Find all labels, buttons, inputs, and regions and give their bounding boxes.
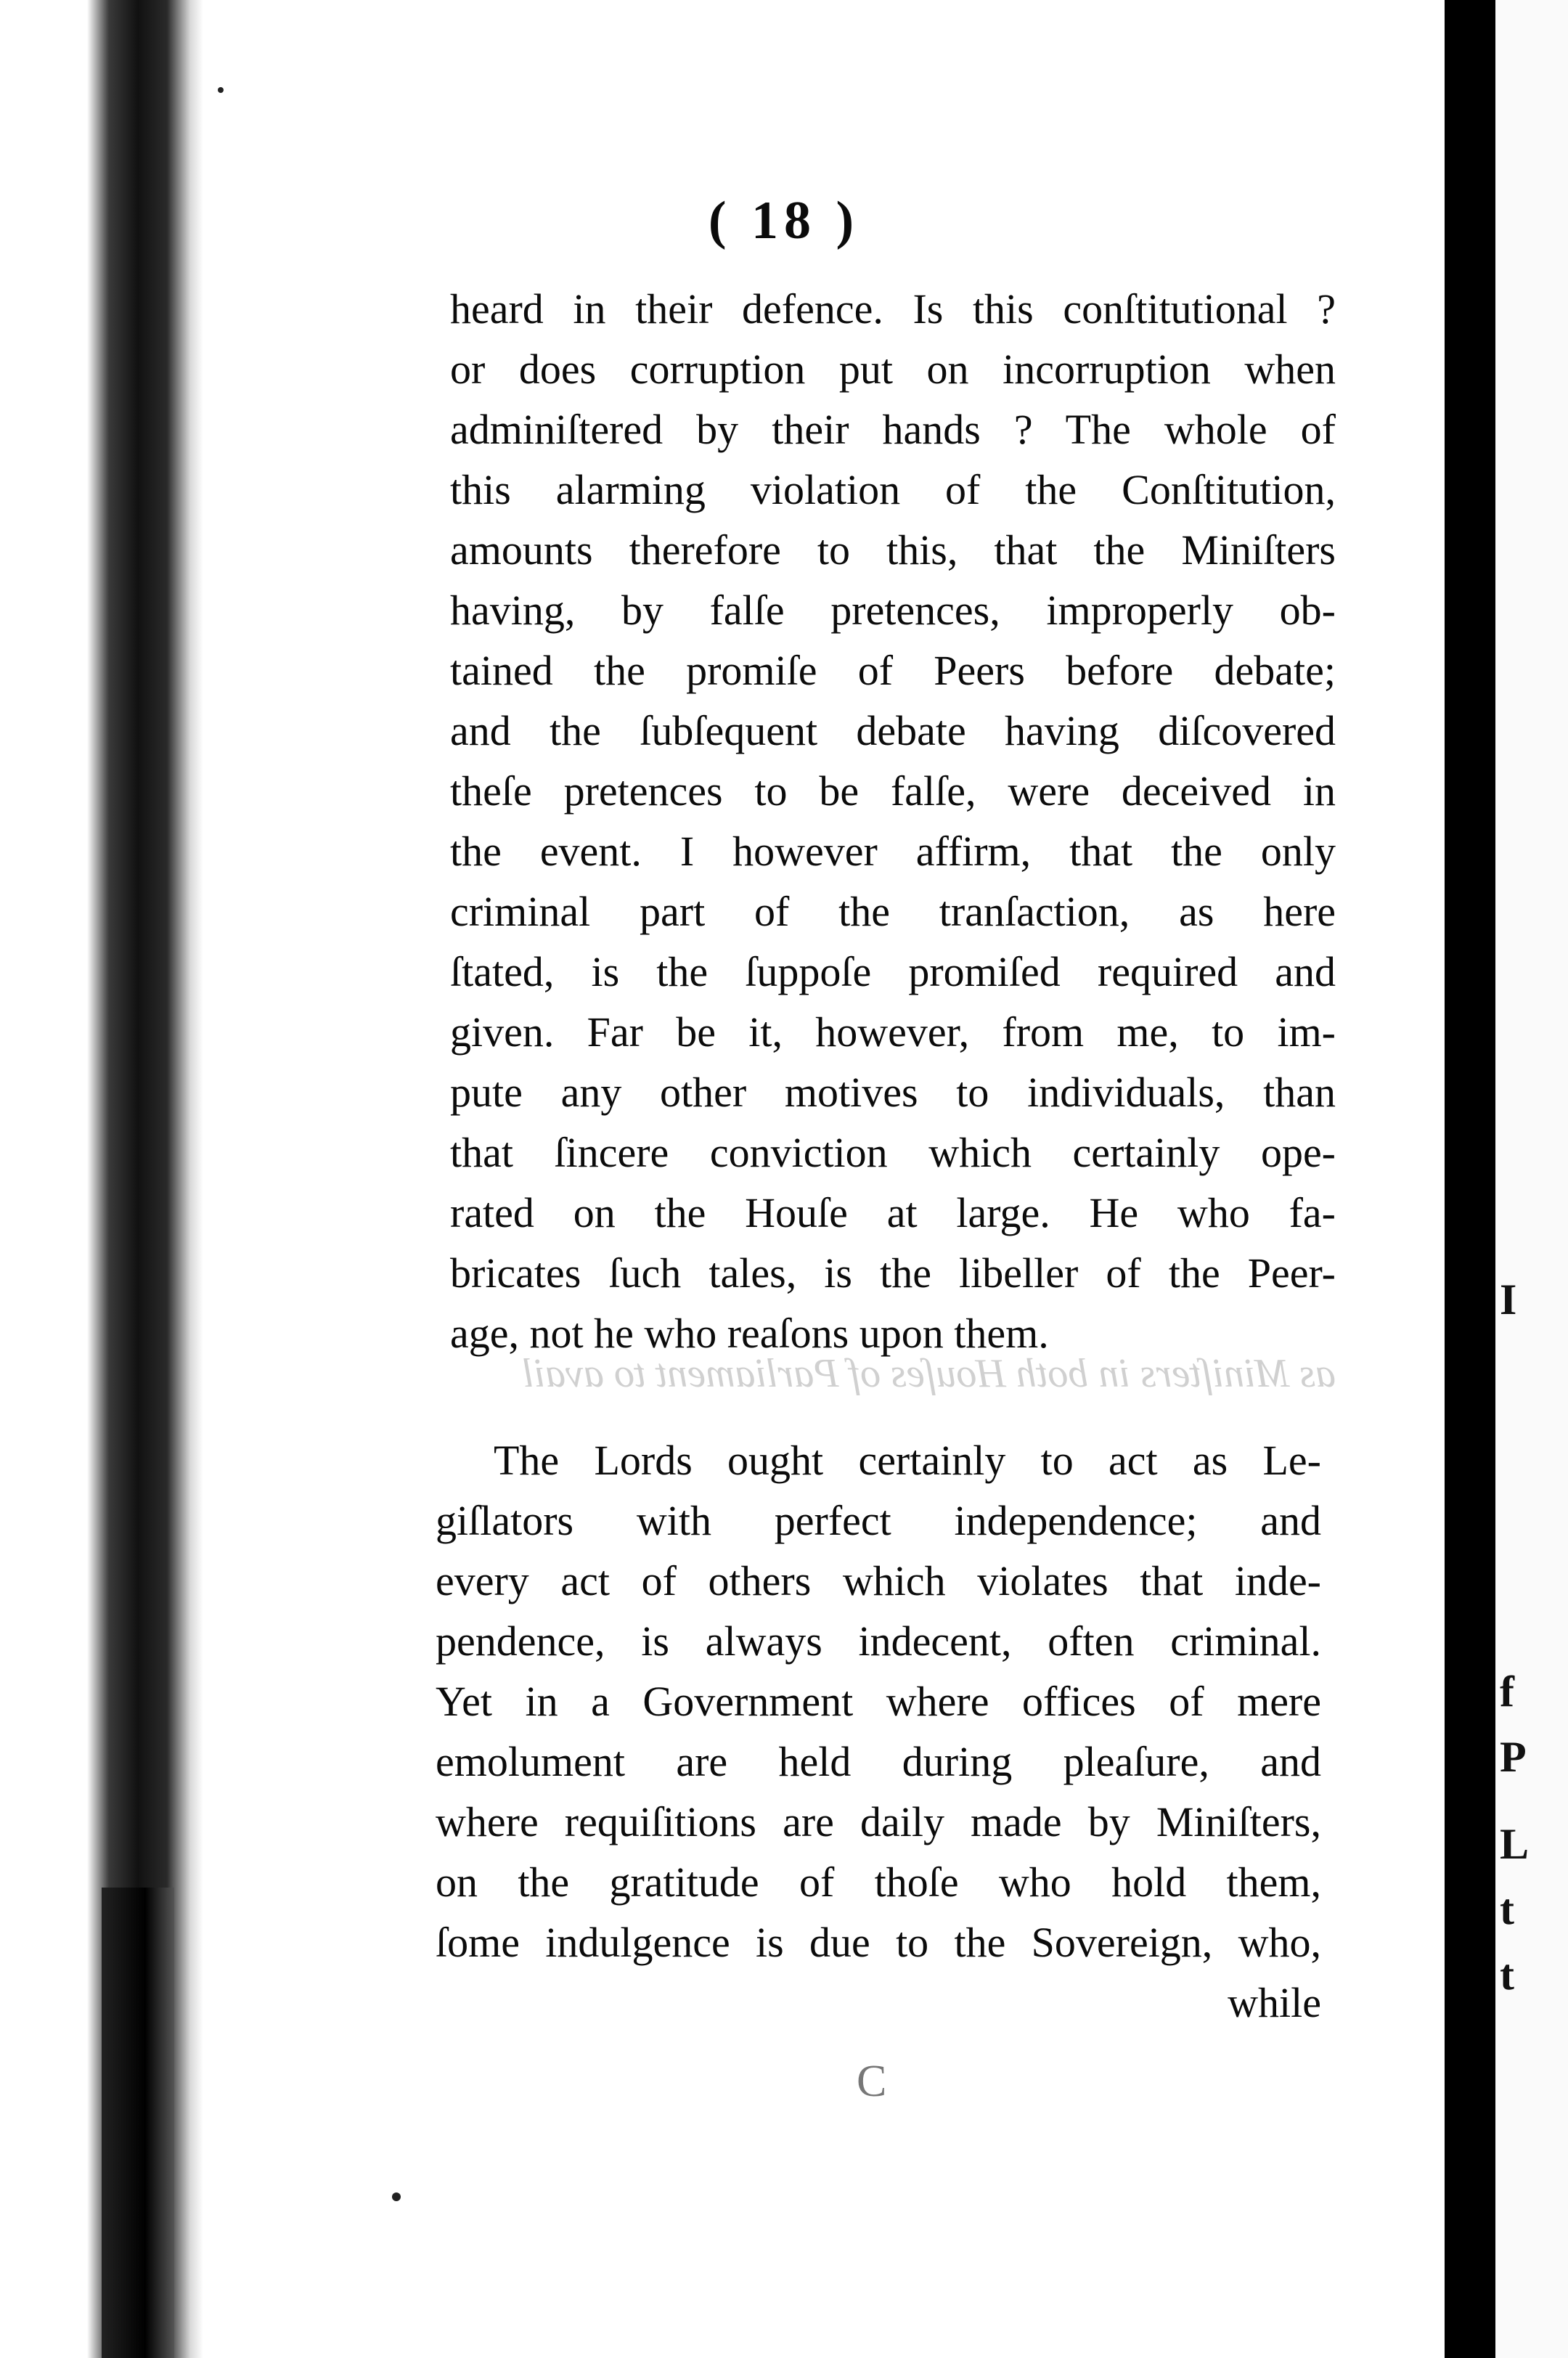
binding-edge [102, 1888, 174, 2358]
catchword: while [1228, 1979, 1321, 2026]
text-line: criminal part of the tranſaction, as here [450, 888, 1336, 935]
text-line: bricates ſuch tales, is the libeller of the Peer- [450, 1249, 1336, 1297]
facing-page-letter: P [1500, 1733, 1527, 1781]
show-through-text: as Miniſters in both Houſes of Parliament to avail [523, 1351, 1336, 1396]
text-line: and the ſubſequent debate having diſcovered [450, 707, 1336, 754]
text-line: on the gratitude of thoſe who hold them, [436, 1859, 1321, 1906]
text-line: The Lords ought certainly to act as Le- [494, 1437, 1321, 1484]
text-line: where requiſitions are daily made by Miniſters, [436, 1798, 1321, 1845]
text-line: emolument are held during pleaſure, and [436, 1738, 1321, 1785]
paragraph-1 [450, 279, 1336, 1363]
text-line: ſome indulgence is due to the Sovereign, who, [436, 1919, 1321, 1966]
facing-page-letter: L [1500, 1820, 1530, 1868]
text-line: or does corruption put on incorruption when [450, 346, 1336, 393]
text-line: age, not he who reaſons upon them. [450, 1310, 1049, 1357]
signature-mark: C [857, 2057, 887, 2106]
text-line: the event. I however affirm, that the only [450, 828, 1336, 875]
text-line: every act of others which violates that inde- [436, 1557, 1321, 1604]
page-gutter [1445, 0, 1495, 2358]
text-line: amounts therefore to this, that the Miniſters [450, 526, 1336, 574]
text-line: adminiſtered by their hands ? The whole of [450, 406, 1336, 453]
paragraph-2 [436, 1430, 1321, 2033]
text-line: pendence, is always indecent, often criminal. [436, 1617, 1321, 1665]
text-line: giſlators with perfect independence; and [436, 1497, 1321, 1544]
text-line: pute any other motives to individuals, than [450, 1069, 1336, 1116]
facing-page-letter: I [1500, 1276, 1517, 1323]
page-number: ( 18 ) [708, 191, 860, 250]
text-line: Yet in a Government where offices of mere [436, 1678, 1321, 1725]
text-line: heard in their defence. Is this conſtitutional ? [450, 285, 1336, 333]
text-line: this alarming violation of the Conſtitution, [450, 466, 1336, 513]
text-line: that ſincere conviction which certainly ope- [450, 1129, 1336, 1176]
facing-page-letter: t [1500, 1885, 1514, 1933]
facing-page-edge [1495, 0, 1568, 2358]
text-line: having, by falſe pretences, improperly ob- [450, 587, 1336, 634]
ink-speck [392, 2192, 401, 2201]
text-line: given. Far be it, however, from me, to im- [450, 1008, 1336, 1056]
ink-speck [218, 87, 224, 93]
text-line: ſtated, is the ſuppoſe promiſed required and [450, 948, 1336, 995]
facing-page-letter: f [1500, 1668, 1514, 1716]
facing-page-letter: t [1500, 1951, 1514, 1999]
text-line: theſe pretences to be falſe, were deceived in [450, 767, 1336, 815]
text-line: tained the promiſe of Peers before debate; [450, 647, 1336, 694]
text-line: rated on the Houſe at large. He who fa- [450, 1189, 1336, 1236]
